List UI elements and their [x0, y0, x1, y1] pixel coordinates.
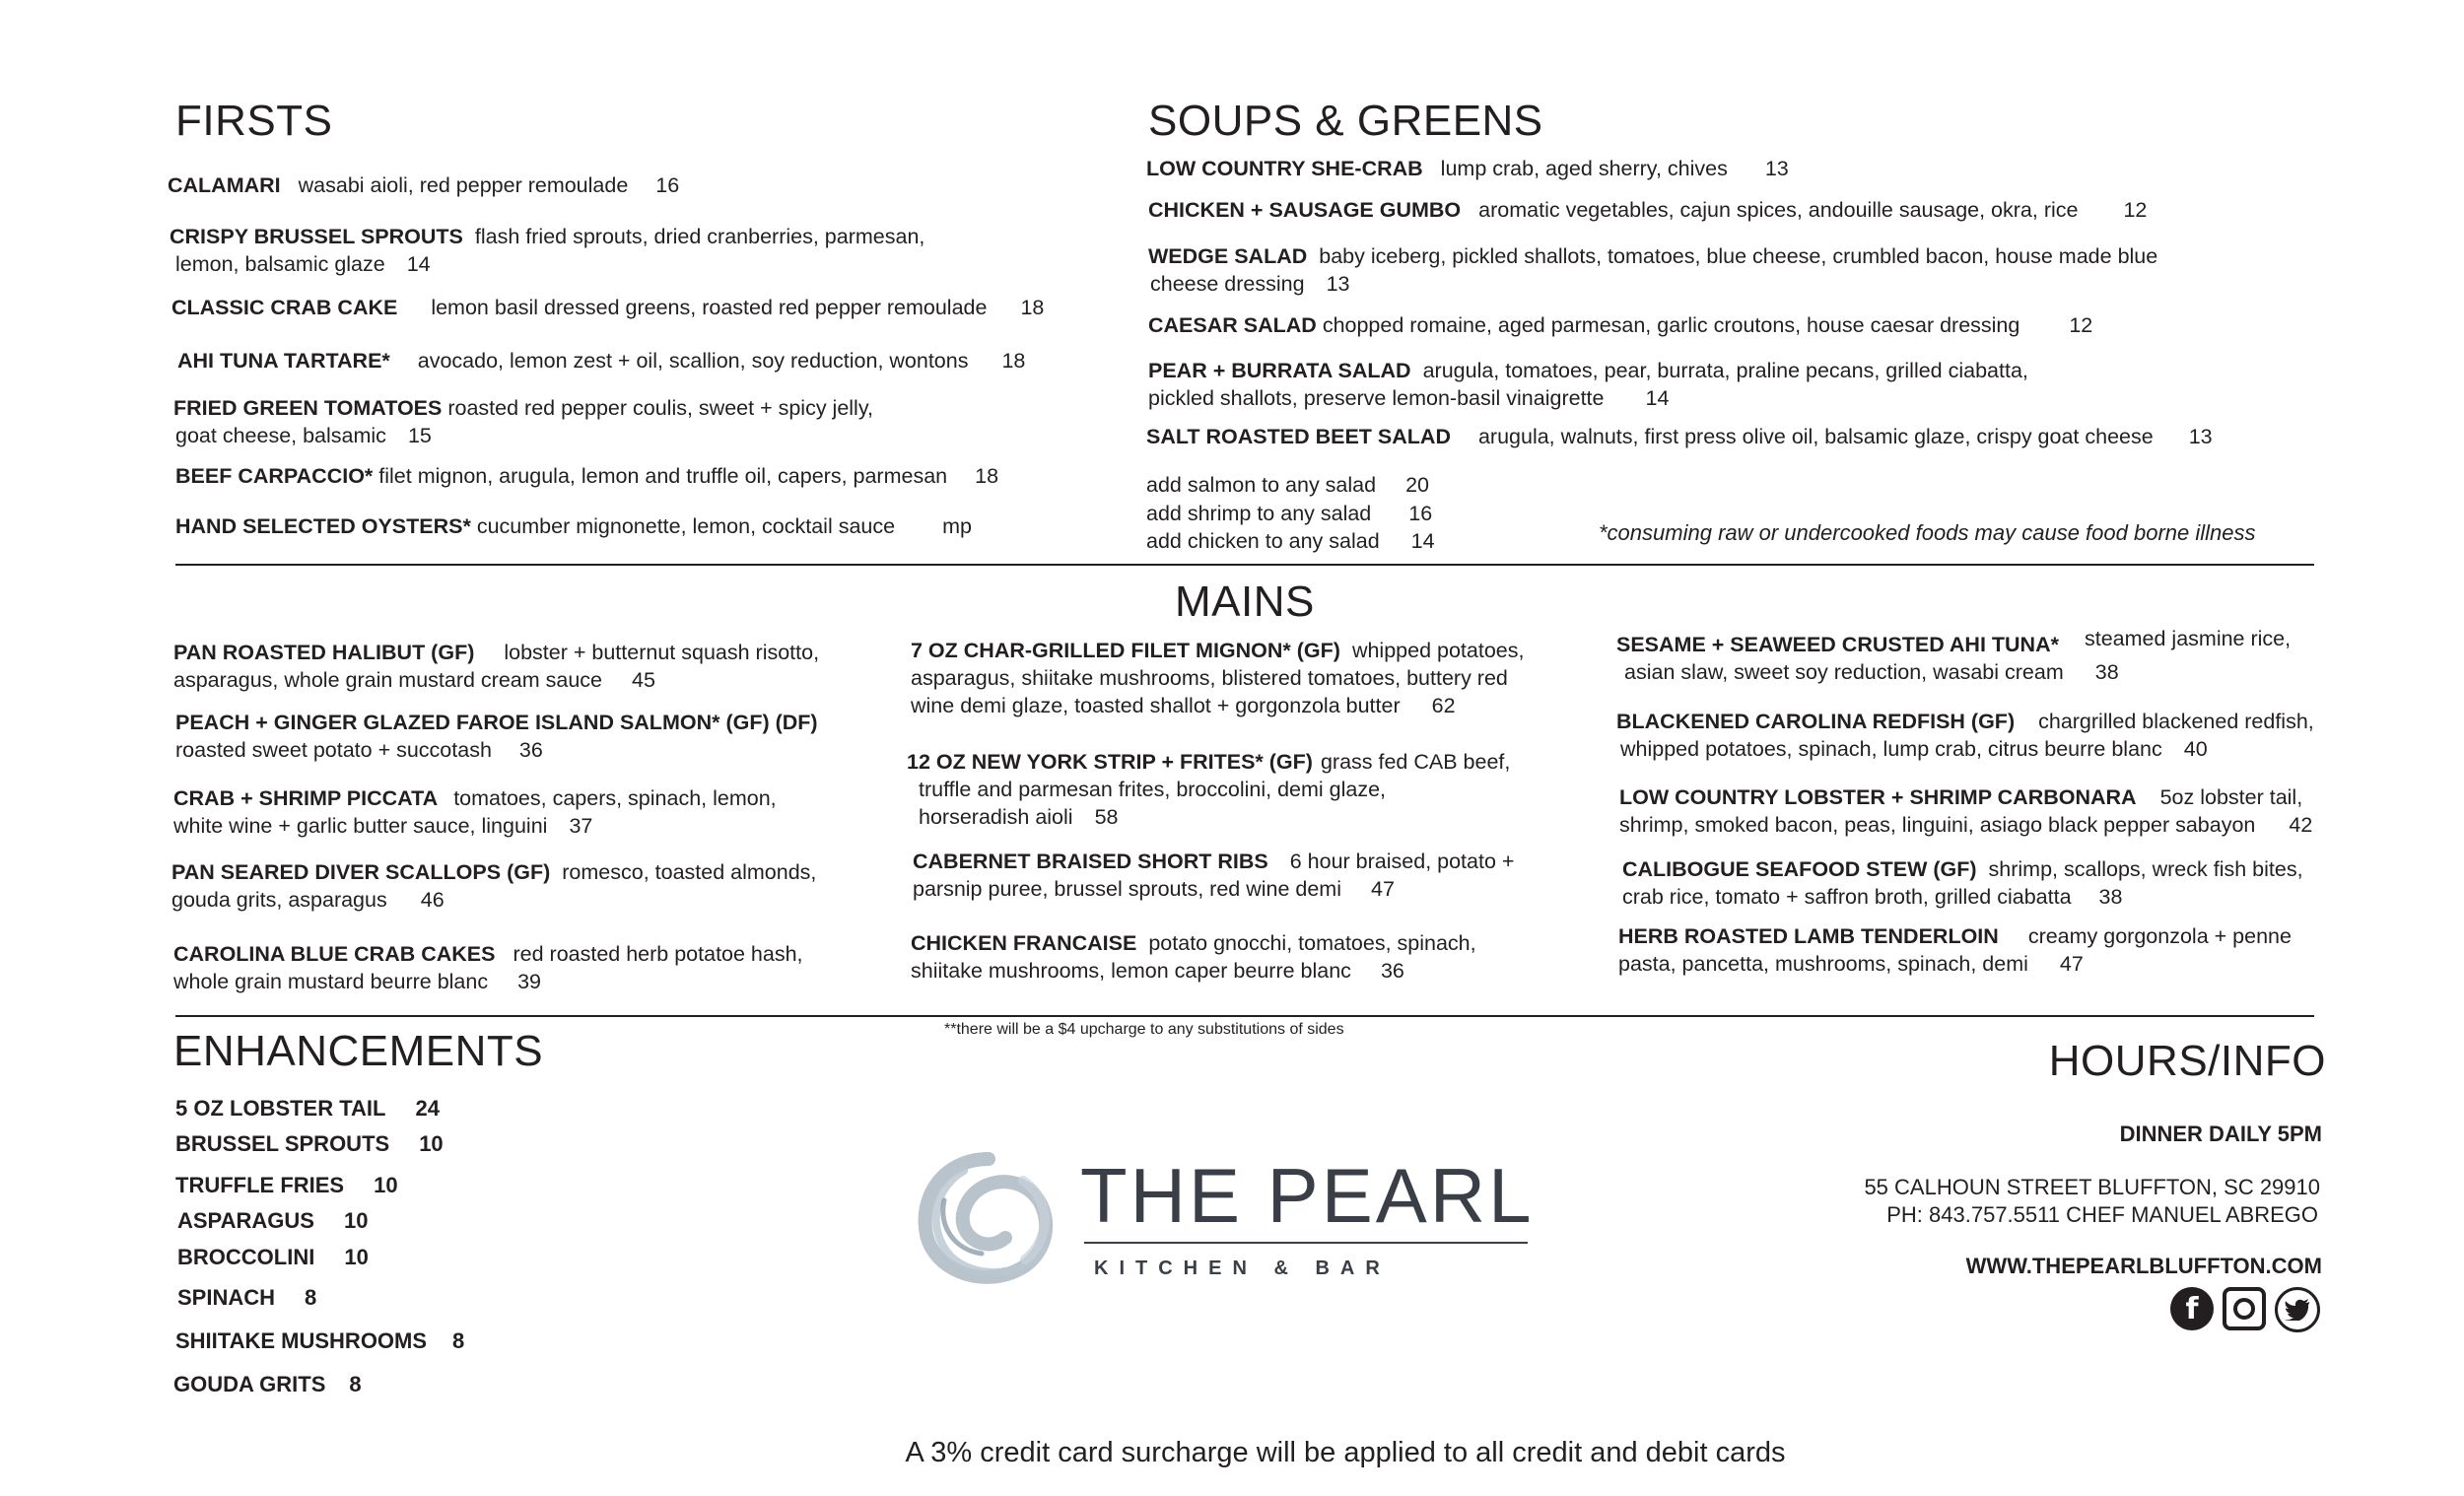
- item-price: 38: [2098, 885, 2123, 909]
- item-price: 16: [655, 173, 680, 197]
- item-name: CALAMARI: [168, 173, 281, 197]
- item-price: 13: [1326, 272, 1350, 296]
- item-desc-3: wine demi glaze, toasted shallot + gorgonzola butter: [911, 694, 1401, 717]
- enhancement-item: [175, 1328, 464, 1354]
- item-desc: lemon basil dressed greens, roasted red pepper remoulade: [431, 296, 988, 319]
- menu-item: [1148, 196, 2147, 224]
- menu-item: [1622, 855, 2411, 911]
- item-price: 13: [1764, 157, 1789, 180]
- item-price: 10: [419, 1131, 444, 1156]
- item-name: ASPARAGUS: [177, 1208, 314, 1233]
- item-desc: grass fed CAB beef,: [1320, 750, 1511, 774]
- pearl-swirl-icon: [905, 1141, 1072, 1299]
- item-desc: red roasted herb potatoe hash,: [513, 942, 803, 966]
- addon-price: 16: [1408, 502, 1433, 525]
- item-name: HERB ROASTED LAMB TENDERLOIN: [1618, 924, 1999, 948]
- item-desc: tomatoes, capers, spinach, lemon,: [453, 786, 777, 810]
- item-desc-2: parsnip puree, brussel sprouts, red wine demi: [913, 877, 1341, 901]
- item-price: 42: [2289, 813, 2313, 837]
- section-title-hours-info: HOURS/INFO: [2048, 1037, 2326, 1085]
- facebook-icon[interactable]: f: [2170, 1287, 2214, 1330]
- item-price: 12: [2069, 313, 2093, 337]
- item-desc-2: pasta, pancetta, mushrooms, spinach, demi: [1618, 952, 2028, 976]
- item-price: 40: [2183, 737, 2208, 761]
- item-name: BRUSSEL SPROUTS: [175, 1131, 390, 1156]
- section-title-soups-greens: SOUPS & GREENS: [1148, 97, 1543, 145]
- item-price: 14: [1645, 386, 1670, 410]
- item-desc: 6 hour braised, potato +: [1289, 850, 1515, 873]
- item-desc: chargrilled blackened redfish,: [2038, 710, 2314, 733]
- section-title-firsts: FIRSTS: [175, 97, 333, 145]
- enhancement-item: [177, 1245, 369, 1270]
- menu-item: [175, 462, 998, 490]
- item-price: 46: [420, 888, 445, 912]
- item-name: CHICKEN + SAUSAGE GUMBO: [1148, 198, 1462, 222]
- menu-item: [1148, 242, 2430, 298]
- logo-underline: [1084, 1242, 1528, 1244]
- hours: DINNER DAILY 5PM: [2119, 1122, 2322, 1146]
- menu-item: [173, 639, 923, 694]
- menu-item: [1619, 783, 2428, 839]
- surcharge-notice: A 3% credit card surcharge will be applied to all credit and debit cards: [905, 1437, 1786, 1468]
- item-desc: lobster + butternut squash risotto,: [504, 641, 820, 664]
- enhancement-item: [173, 1372, 362, 1397]
- item-name: PEAR + BURRATA SALAD: [1148, 359, 1411, 382]
- item-name: CAROLINA BLUE CRAB CAKES: [173, 942, 496, 966]
- item-desc: avocado, lemon zest + oil, scallion, soy reduction, wontons: [417, 349, 969, 373]
- section-title-enhancements: ENHANCEMENTS: [173, 1027, 544, 1075]
- item-price: 39: [517, 970, 542, 993]
- item-name: 5 OZ LOBSTER TAIL: [175, 1096, 386, 1121]
- item-name: TRUFFLE FRIES: [175, 1173, 345, 1197]
- item-name: BEEF CARPACCIO*: [175, 464, 374, 488]
- phone-chef: PH: 843.757.5511 CHEF MANUEL ABREGO: [1886, 1202, 2318, 1227]
- addon-price: 14: [1410, 529, 1435, 553]
- item-desc: baby iceberg, pickled shallots, tomatoes, blue cheese, crumbled bacon, house made blue: [1319, 244, 2158, 268]
- menu-item: [1148, 357, 2430, 412]
- item-name: SHIITAKE MUSHROOMS: [175, 1328, 428, 1353]
- item-price: mp: [942, 514, 972, 538]
- item-desc-2: asian slaw, sweet soy reduction, wasabi cream: [1624, 660, 2064, 684]
- item-desc: romesco, toasted almonds,: [562, 860, 817, 884]
- section-title-mains: MAINS: [1175, 578, 1315, 626]
- item-name: 12 OZ NEW YORK STRIP + FRITES* (GF): [907, 750, 1313, 774]
- item-price: 18: [1001, 349, 1026, 373]
- item-price: 37: [569, 814, 593, 838]
- addon-price: 20: [1405, 473, 1429, 497]
- menu-item: [175, 709, 924, 764]
- item-desc: aromatic vegetables, cajun spices, andouille sausage, okra, rice: [1478, 198, 2079, 222]
- menu-item: [177, 347, 1025, 374]
- address: 55 CALHOUN STREET BLUFFTON, SC 29910: [1864, 1175, 2320, 1199]
- menu-item: [1146, 155, 1789, 182]
- item-name: CALIBOGUE SEAFOOD STEW (GF): [1622, 857, 1977, 881]
- item-desc: arugula, tomatoes, pear, burrata, praline pecans, grilled ciabatta,: [1422, 359, 2028, 382]
- item-price: 62: [1431, 694, 1456, 717]
- item-price: 18: [1020, 296, 1045, 319]
- item-name: CLASSIC CRAB CAKE: [171, 296, 398, 319]
- item-name: 7 OZ CHAR-GRILLED FILET MIGNON* (GF): [911, 639, 1340, 662]
- enhancement-item: [175, 1096, 440, 1122]
- enhancement-item: [175, 1173, 398, 1198]
- item-desc-2: asparagus, whole grain mustard cream sauce: [173, 668, 602, 692]
- website-link[interactable]: WWW.THEPEARLBLUFFTON.COM: [1965, 1254, 2322, 1278]
- item-name: GOUDA GRITS: [173, 1372, 326, 1396]
- instagram-icon[interactable]: [2223, 1287, 2266, 1330]
- item-name: SALT ROASTED BEET SALAD: [1146, 425, 1451, 448]
- item-desc-2: white wine + garlic butter sauce, linguini: [173, 814, 548, 838]
- item-desc: lump crab, aged sherry, chives: [1440, 157, 1728, 180]
- item-name: CHICKEN FRANCAISE: [911, 931, 1137, 955]
- addon-row: [1146, 471, 1429, 499]
- item-price: 10: [374, 1173, 398, 1197]
- item-name: PAN SEARED DIVER SCALLOPS (GF): [171, 860, 551, 884]
- item-name: SPINACH: [177, 1285, 276, 1310]
- item-name: SESAME + SEAWEED CRUSTED AHI TUNA*: [1616, 633, 2059, 656]
- item-price: 10: [344, 1245, 369, 1269]
- item-desc: chopped romaine, aged parmesan, garlic croutons, house caesar dressing: [1322, 313, 2020, 337]
- item-price: 58: [1094, 805, 1119, 829]
- item-desc: potato gnocchi, tomatoes, spinach,: [1148, 931, 1476, 955]
- item-name: BLACKENED CAROLINA REDFISH (GF): [1616, 710, 2016, 733]
- item-name: WEDGE SALAD: [1148, 244, 1308, 268]
- item-desc: wasabi aioli, red pepper remoulade: [298, 173, 629, 197]
- enhancement-item: [177, 1285, 316, 1311]
- item-desc: 5oz lobster tail,: [2159, 785, 2303, 809]
- item-price: 18: [975, 464, 999, 488]
- item-name: CRAB + SHRIMP PICCATA: [173, 786, 439, 810]
- menu-item: [173, 940, 923, 995]
- item-name: BROCCOLINI: [177, 1245, 315, 1269]
- item-desc-2: shiitake mushrooms, lemon caper beurre blanc: [911, 959, 1351, 983]
- item-price: 36: [1380, 959, 1404, 983]
- addon-label: add shrimp to any salad: [1146, 502, 1372, 525]
- item-desc-2: lemon, balsamic glaze: [175, 252, 385, 276]
- menu-item: [168, 171, 679, 199]
- item-name: PAN ROASTED HALIBUT (GF): [173, 641, 475, 664]
- addon-label: add chicken to any salad: [1146, 529, 1380, 553]
- logo-tagline: KITCHEN & BAR: [1094, 1258, 1391, 1279]
- menu-item: [173, 394, 1061, 449]
- disclaimer: *consuming raw or undercooked foods may cause food borne illness: [1599, 520, 2256, 545]
- item-price: 12: [2123, 198, 2148, 222]
- menu-item: [1616, 708, 2405, 763]
- item-desc: cucumber mignonette, lemon, cocktail sauce: [476, 514, 896, 538]
- bird-shape: [2285, 1299, 2310, 1321]
- item-name: CRISPY BRUSSEL SPROUTS: [170, 225, 463, 248]
- logo-name: THE PEARL: [1080, 1152, 1535, 1239]
- substitution-note: **there will be a $4 upcharge to any substitutions of sides: [944, 1021, 1344, 1038]
- item-desc: creamy gorgonzola + penne: [2027, 924, 2292, 948]
- item-price: 47: [1371, 877, 1395, 901]
- item-name: CABERNET BRAISED SHORT RIBS: [913, 850, 1268, 873]
- item-name: AHI TUNA TARTARE*: [177, 349, 390, 373]
- item-desc-2: cheese dressing: [1150, 272, 1305, 296]
- item-desc-2: crab rice, tomato + saffron broth, grilled ciabatta: [1622, 885, 2072, 909]
- twitter-icon[interactable]: [2275, 1287, 2320, 1332]
- menu-item: [911, 637, 1660, 719]
- item-price: 38: [2094, 660, 2119, 684]
- menu-item: [911, 929, 1660, 985]
- addon-row: [1146, 527, 1435, 555]
- item-desc-2: pickled shallots, preserve lemon-basil vinaigrette: [1148, 386, 1605, 410]
- item-desc: steamed jasmine rice,: [2084, 627, 2292, 650]
- item-desc: flash fried sprouts, dried cranberries, parmesan,: [474, 225, 925, 248]
- item-desc-2: roasted sweet potato + succotash: [175, 738, 492, 762]
- enhancement-item: [177, 1208, 368, 1234]
- item-desc-2: whipped potatoes, spinach, lump crab, citrus beurre blanc: [1620, 737, 2162, 761]
- item-name: PEACH + GINGER GLAZED FAROE ISLAND SALMON* (GF) (DF): [175, 711, 818, 734]
- item-name: FRIED GREEN TOMATOES: [173, 396, 443, 420]
- item-desc-3: horseradish aioli: [919, 805, 1073, 829]
- item-desc-2: gouda grits, asparagus: [171, 888, 387, 912]
- menu-item: [175, 512, 972, 540]
- menu-item: [907, 748, 1656, 831]
- item-price: 15: [407, 424, 432, 447]
- menu-item: [913, 848, 1662, 903]
- menu-item: [173, 784, 923, 840]
- divider: [175, 564, 2314, 566]
- menu-item: [1618, 922, 2407, 978]
- item-desc-2: shrimp, smoked bacon, peas, linguini, asiago black pepper sabayon: [1619, 813, 2256, 837]
- item-name: HAND SELECTED OYSTERS*: [175, 514, 471, 538]
- item-desc-2: whole grain mustard beurre blanc: [173, 970, 489, 993]
- menu-item: [1616, 627, 2405, 686]
- divider: [175, 1015, 2314, 1017]
- logo: [905, 1141, 1536, 1299]
- menu-item: [171, 294, 1044, 321]
- item-price: 8: [452, 1328, 465, 1353]
- item-price: 13: [2188, 425, 2213, 448]
- addon-label: add salmon to any salad: [1146, 473, 1377, 497]
- item-name: CAESAR SALAD: [1148, 313, 1317, 337]
- item-price: 45: [632, 668, 655, 692]
- item-price: 24: [415, 1096, 440, 1121]
- item-desc: whipped potatoes,: [1351, 639, 1525, 662]
- item-desc-2: truffle and parmesan frites, broccolini, demi glaze,: [919, 778, 1387, 801]
- item-desc: arugula, walnuts, first press olive oil, balsamic glaze, crispy goat cheese: [1477, 425, 2154, 448]
- item-desc-2: asparagus, shiitake mushrooms, blistered tomatoes, buttery red: [911, 666, 1508, 690]
- menu-item: [1148, 311, 2092, 339]
- addon-row: [1146, 500, 1432, 527]
- item-name: LOW COUNTRY SHE-CRAB: [1146, 157, 1423, 180]
- item-desc-2: goat cheese, balsamic: [175, 424, 386, 447]
- instagram-lens: [2233, 1298, 2255, 1320]
- item-price: 8: [305, 1285, 317, 1310]
- item-price: 8: [349, 1372, 362, 1396]
- item-price: 10: [343, 1208, 369, 1233]
- item-name: LOW COUNTRY LOBSTER + SHRIMP CARBONARA: [1619, 785, 2137, 809]
- menu-item: [170, 223, 1057, 278]
- item-price: 36: [518, 738, 543, 762]
- menu-item: [1146, 423, 2213, 450]
- item-desc: shrimp, scallops, wreck fish bites,: [1988, 857, 2303, 881]
- enhancement-item: [175, 1131, 444, 1157]
- item-price: 14: [406, 252, 431, 276]
- menu-item: [171, 858, 921, 914]
- item-desc: filet mignon, arugula, lemon and truffle oil, capers, parmesan: [378, 464, 948, 488]
- item-desc: roasted red pepper coulis, sweet + spicy jelly,: [447, 396, 873, 420]
- item-price: 47: [2059, 952, 2084, 976]
